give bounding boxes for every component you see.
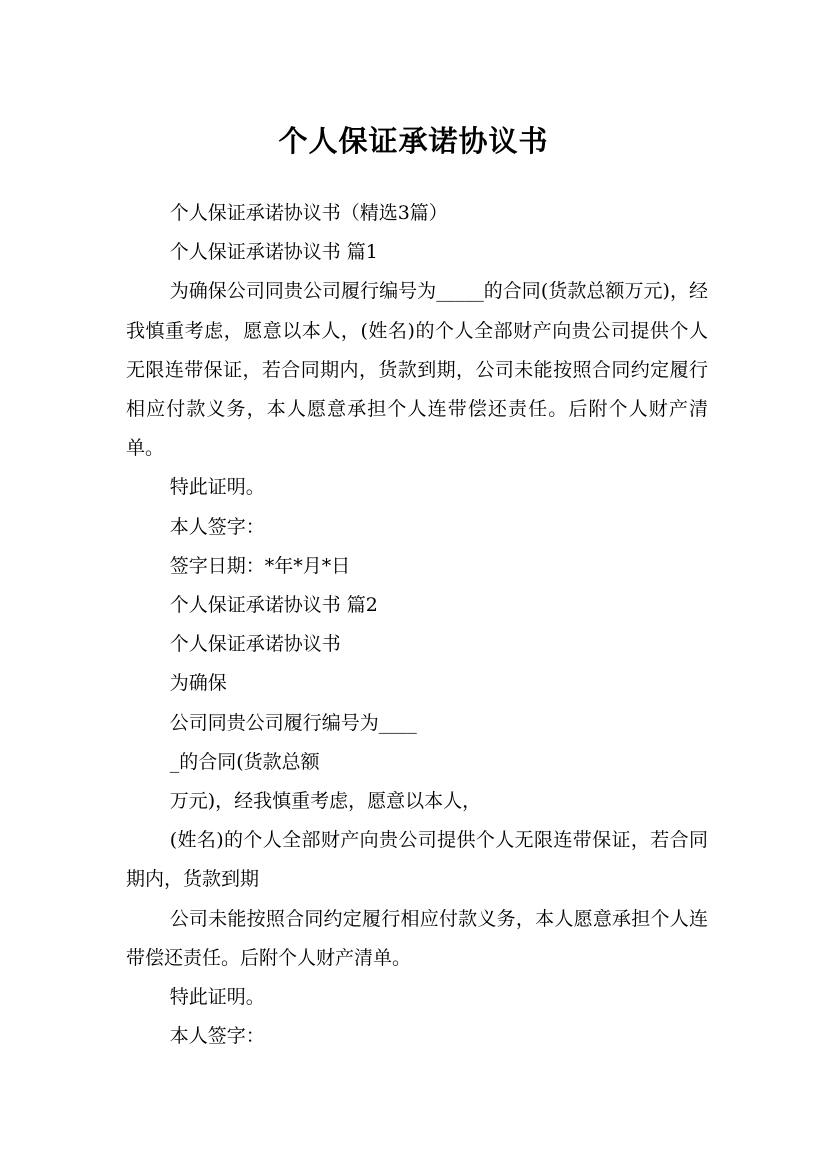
paragraph-section-2-title: 个人保证承诺协议书 [169,633,341,656]
paragraph-section-1-body: 为确保公司同贵公司履行编号为_____的合同(货款总额万元)，经我慎重考虑，愿意以本人，(姓名)的个人全部财产向贵公司提供个人无限连带保证，若合同期内，货款到期，公司未能按照合同约定履行相应付款义务，本人愿意承担个人连带偿还责任。后附个人财产清单。 [126,280,708,460]
paragraph-signature-line: 本人签字： [169,515,265,538]
document-body [126,194,708,1056]
paragraph-section-2-signature-line: 本人签字： [169,1025,265,1048]
paragraph-section-2-line-5: (姓名)的个人全部财产向贵公司提供个人无限连带保证，若合同期内，货款到期 [126,829,708,891]
paragraph-section-1-heading: 个人保证承诺协议书 篇1 [169,241,378,264]
paragraph-section-2-certification: 特此证明。 [169,986,265,1009]
paragraph-collection-heading: 个人保证承诺协议书（精选3篇） [169,202,448,224]
paragraph-section-2-line-6: 公司未能按照合同约定履行相应付款义务，本人愿意承担个人连带偿还责任。后附个人财产清单。 [126,907,708,969]
paragraph-section-2-line-4: 万元)，经我慎重考虑，愿意以本人， [169,790,482,813]
paragraph-section-2-line-2: 公司同贵公司履行编号为____ [169,711,417,734]
paragraph-section-2-line-1: 为确保 [169,672,227,695]
document-title: 个人保证承诺协议书 [278,124,549,159]
paragraph-section-2-line-3: _的合同(货款总额 [169,750,320,773]
paragraph-certification: 特此证明。 [169,476,265,499]
paragraph-signature-date: 签字日期：*年*月*日 [169,554,351,577]
paragraph-section-2-heading: 个人保证承诺协议书 篇2 [169,594,378,617]
